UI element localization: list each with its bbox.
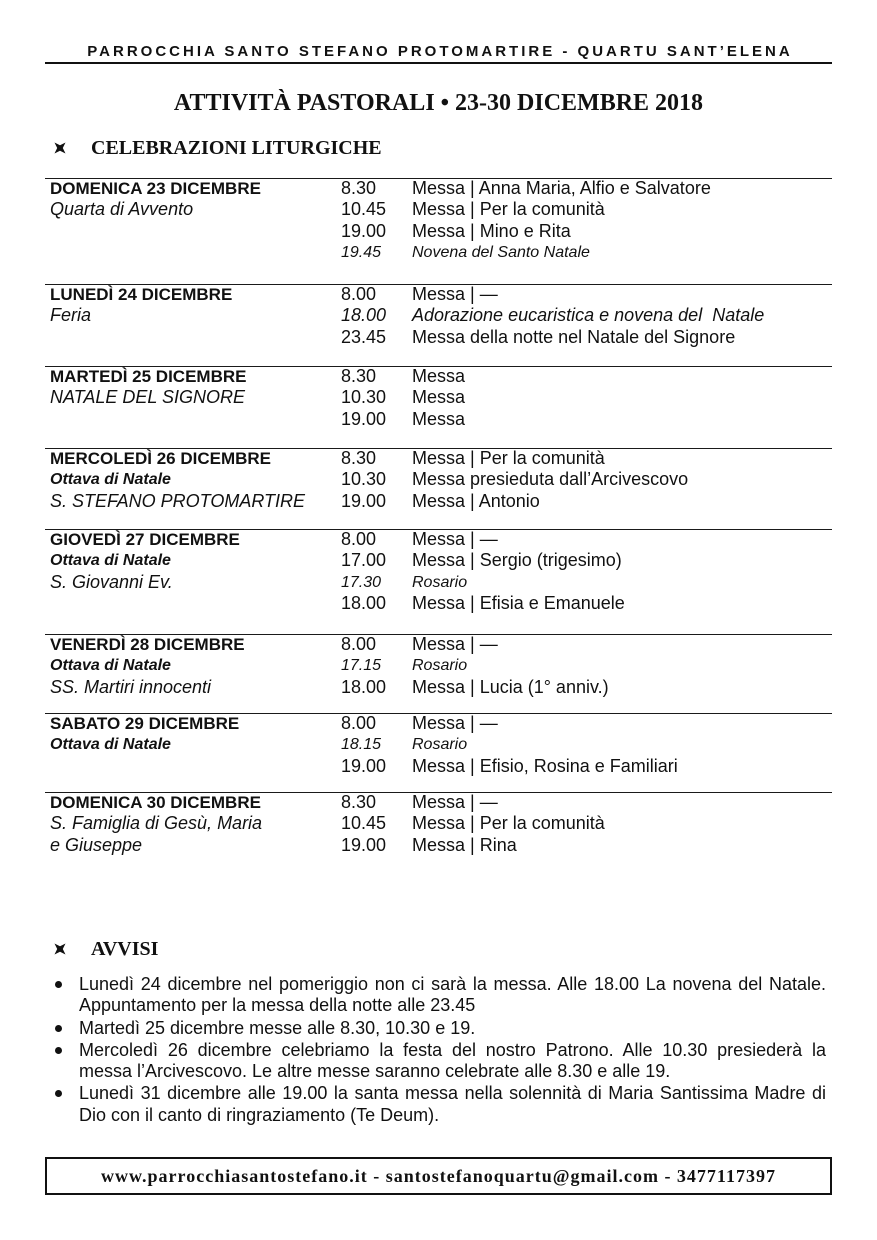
description-column [412,448,832,512]
time-column [341,178,411,263]
day-info [50,448,340,512]
event-time: 8.30 [341,178,377,198]
event-description: Messa | — [412,529,498,549]
event-time: 18.15 [341,736,382,754]
notice-item [79,1083,826,1126]
liturgical-note: S. Giovanni Ev. [50,571,173,592]
time-column [341,713,411,777]
notices-list [79,974,826,1127]
day-row [45,634,832,697]
description-column [412,529,832,614]
octave-note: Ottava di Natale [50,736,171,754]
event-time: 19.45 [341,243,382,261]
day-info [50,284,340,327]
liturgical-note: NATALE DEL SIGNORE [50,387,246,408]
event-description: Messa [412,366,466,386]
description-column [412,366,832,430]
event-description: Messa | Efisia e Emanuele [412,592,625,613]
time-column [341,448,411,512]
event-description: Messa | Antonio [412,490,540,511]
event-description: Messa | — [412,634,498,654]
bullet-icon [55,981,62,988]
event-time: 10.30 [341,387,387,408]
event-time: 17.15 [341,657,382,675]
event-description: Messa | Per la comunità [412,813,605,834]
bullet-icon [55,1090,62,1097]
event-description: Messa | Efisio, Rosina e Familiari [412,755,678,776]
notice-line: Appuntamento per la messa della notte alle 23.45 [79,995,476,1016]
event-description: Messa [412,387,466,408]
event-time: 8.00 [341,529,377,549]
event-description: Messa | — [412,284,498,304]
celebrations-heading-text: CELEBRAZIONI LITURGICHE [91,137,382,159]
day-info [50,792,340,856]
octave-note: Ottava di Natale [50,471,171,489]
event-time: 19.00 [341,834,387,855]
notice-line: Martedì 25 dicembre messe alle 8.30, 10.30 e 19. [79,1017,476,1038]
event-description: Rosario [412,573,468,591]
octave-note: Ottava di Natale [50,552,171,570]
liturgical-note: S. Famiglia di Gesù, Maria [50,813,263,834]
day-info [50,529,340,593]
event-time: 17.00 [341,550,387,571]
event-description: Messa | Per la comunità [412,199,605,220]
event-time: 19.00 [341,408,387,429]
day-info [50,713,340,756]
header-divider [45,62,832,64]
footer-contact-box [45,1157,832,1195]
star-ornament-icon [54,943,66,955]
event-description: Rosario [412,657,468,675]
day-row [45,792,832,855]
celebrations-section-heading [0,136,877,160]
notice-item [79,1018,826,1039]
event-description: Messa | Mino e Rita [412,220,571,241]
day-row [45,366,832,429]
notice-line: Mercoledì 26 dicembre celebriamo la festa del nostro Patrono. Alle 10.30 presiederà la [79,1039,826,1060]
day-row [45,529,832,613]
day-name: MARTEDÌ 25 DICEMBRE [50,367,247,386]
notices-section-heading [0,937,877,961]
day-row [45,178,832,261]
event-description: Adorazione eucaristica e novena del Natale [412,305,765,326]
liturgical-note: SS. Martiri innocenti [50,676,212,697]
liturgical-note: Quarta di Avvento [50,199,194,220]
event-time: 19.00 [341,220,387,241]
day-name: MERCOLEDÌ 26 DICEMBRE [50,449,272,468]
event-description: Messa | Rina [412,834,517,855]
event-time: 18.00 [341,592,387,613]
liturgical-note: e Giuseppe [50,834,143,855]
time-column [341,366,411,430]
event-time: 19.00 [341,490,387,511]
notice-item [79,974,826,1017]
event-time: 18.00 [341,676,387,697]
notice-line: Lunedì 31 dicembre alle 19.00 la santa messa nella solennità di Maria Santissima Madre di [79,1083,826,1104]
star-ornament-icon [54,142,66,154]
day-row [45,284,832,347]
event-description: Messa [412,408,466,429]
event-description: Messa presieduta dall’Arcivescovo [412,469,689,490]
day-name: DOMENICA 30 DICEMBRE [50,793,261,812]
liturgical-note: Feria [50,305,92,326]
event-time: 8.00 [341,284,377,304]
day-name: SABATO 29 DICEMBRE [50,714,240,733]
liturgical-note: S. STEFANO PROTOMARTIRE [50,490,306,511]
event-time: 10.45 [341,199,387,220]
octave-note: Ottava di Natale [50,657,171,675]
event-description: Messa della notte nel Natale del Signore [412,326,736,347]
event-description: Messa | Anna Maria, Alfio e Salvatore [412,178,711,198]
event-time: 8.30 [341,448,377,468]
footer-contact-text: www.parrocchiasantostefano.it - santostefanoquartu@gmail.com - 3477117397 [101,1166,776,1186]
page-title: ATTIVITÀ PASTORALI • 23-30 DICEMBRE 2018 [173,90,704,116]
description-column [412,284,832,348]
event-time: 8.00 [341,634,377,654]
event-time: 17.30 [341,573,382,591]
event-description: Rosario [412,736,468,754]
day-info [50,178,340,221]
bullet-icon [55,1025,62,1032]
time-column [341,529,411,614]
day-row [45,448,832,511]
time-column [341,792,411,856]
event-time: 23.45 [341,326,387,347]
day-name: DOMENICA 23 DICEMBRE [50,179,261,198]
description-column [412,178,832,263]
event-description: Messa | — [412,792,498,812]
notices-heading-text: AVVISI [91,938,159,960]
day-info [50,366,340,409]
day-info [50,634,340,698]
notice-item [79,1040,826,1083]
event-time: 19.00 [341,755,387,776]
notice-line: Lunedì 24 dicembre nel pomeriggio non ci sarà la messa. Alle 18.00 La novena del Natale. [79,974,826,994]
event-time: 8.00 [341,713,377,733]
event-time: 8.30 [341,366,377,386]
time-column [341,634,411,698]
event-description: Messa | Per la comunità [412,448,605,468]
notice-line: Dio con il canto di ringraziamento (Te Deum). [79,1104,440,1125]
day-row [45,713,832,776]
event-description: Messa | Sergio (trigesimo) [412,550,622,571]
time-column [341,284,411,348]
parish-header: PARROCCHIA SANTO STEFANO PROTOMARTIRE - QUARTU SANT’ELENA [87,43,793,60]
event-time: 10.45 [341,813,387,834]
day-name: LUNEDÌ 24 DICEMBRE [50,285,233,304]
description-column [412,713,832,777]
event-time: 8.30 [341,792,377,812]
day-name: VENERDÌ 28 DICEMBRE [50,635,245,654]
day-name: GIOVEDÌ 27 DICEMBRE [50,530,240,549]
notice-line: messa l’Arcivescovo. Le altre messe saranno celebrate alle 8.30 e alle 19. [79,1061,671,1082]
bullet-icon [55,1047,62,1054]
event-description: Messa | Lucia (1° anniv.) [412,676,609,697]
description-column [412,634,832,698]
event-description: Messa | — [412,713,498,733]
event-time: 10.30 [341,469,387,490]
description-column [412,792,832,856]
event-description: Novena del Santo Natale [412,243,590,261]
event-time: 18.00 [341,305,387,326]
